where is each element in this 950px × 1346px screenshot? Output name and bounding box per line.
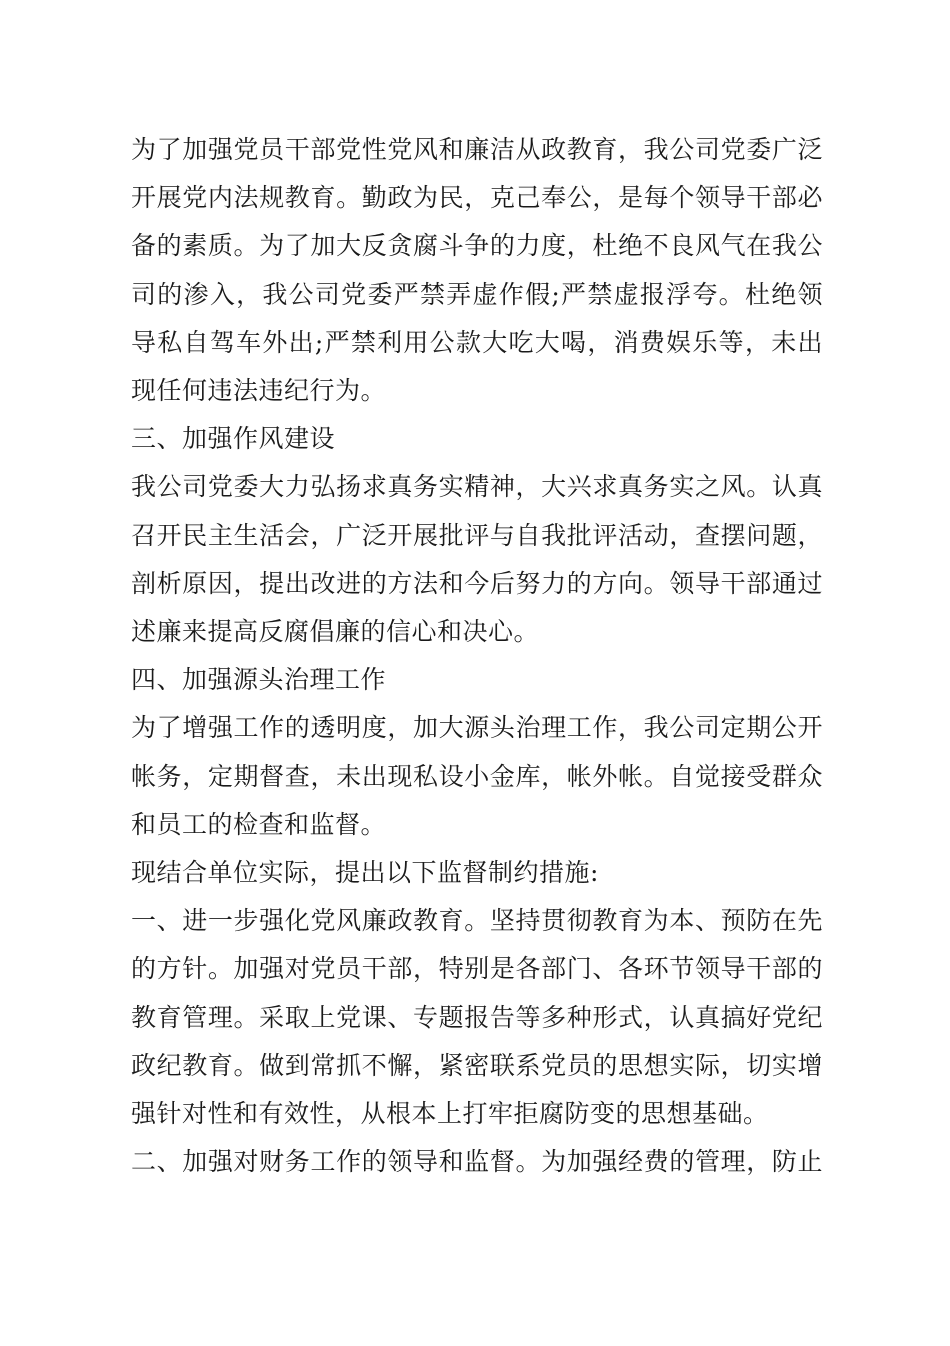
text-line: 为了加强党员干部党性党风和廉洁从政教育，我公司党委广泛	[131, 135, 823, 164]
text-line: 和员工的检查和监督。	[131, 809, 387, 839]
text-line: 强针对性和有效性，从根本上打牢拒腐防变的思想基础。	[131, 1099, 769, 1129]
text-line: 我公司党委大力弘扬求真务实精神，大兴求真务实之风。认真	[131, 472, 823, 502]
paragraph-measure-one	[131, 897, 823, 1138]
paragraph-source-governance	[131, 704, 823, 849]
text-line: 教育管理。采取上党课、专题报告等多种形式，认真搞好党纪	[131, 1002, 823, 1032]
paragraph-party-conduct-education	[131, 126, 823, 415]
paragraph-work-style	[131, 463, 823, 656]
text-line: 现任何违法违纪行为。	[131, 376, 387, 406]
text-line: 的方针。加强对党员干部，特别是各部门、各环节领导干部的	[131, 954, 823, 984]
text-line: 召开民主生活会，广泛开展批评与自我批评活动，查摆问题，	[131, 520, 823, 550]
text-line: 述廉来提高反腐倡廉的信心和决心。	[131, 617, 540, 647]
text-line: 政纪教育。做到常抓不懈，紧密联系党员的思想实际，切实增	[131, 1050, 823, 1080]
document-body	[131, 126, 823, 1186]
text-line: 帐务，定期督查，未出现私设小金库，帐外帐。自觉接受群众	[131, 761, 823, 791]
text-line: 备的素质。为了加大反贪腐斗争的力度，杜绝不良风气在我公	[131, 231, 823, 261]
text-line: 二、加强对财务工作的领导和监督。为加强经费的管理，防止	[131, 1147, 823, 1177]
section-heading-source-governance: 四、加强源头治理工作	[131, 665, 387, 695]
text-line: 开展党内法规教育。勤政为民，克己奉公，是每个领导干部必	[131, 183, 823, 213]
text-line: 为了增强工作的透明度，加大源头治理工作，我公司定期公开	[131, 713, 823, 743]
text-line: 司的渗入，我公司党委严禁弄虚作假;严禁虚报浮夸。杜绝领	[131, 279, 823, 309]
text-line: 一、进一步强化党风廉政教育。坚持贯彻教育为本、预防在先	[131, 906, 823, 936]
text-line: 导私自驾车外出;严禁利用公款大吃大喝，消费娱乐等，未出	[131, 327, 823, 357]
text-line: 剖析原因，提出改进的方法和今后努力的方向。领导干部通过	[131, 568, 823, 598]
section-heading-work-style: 三、加强作风建设	[131, 424, 336, 454]
measures-intro: 现结合单位实际，提出以下监督制约措施:	[131, 858, 599, 888]
paragraph-measure-two	[131, 1138, 823, 1186]
